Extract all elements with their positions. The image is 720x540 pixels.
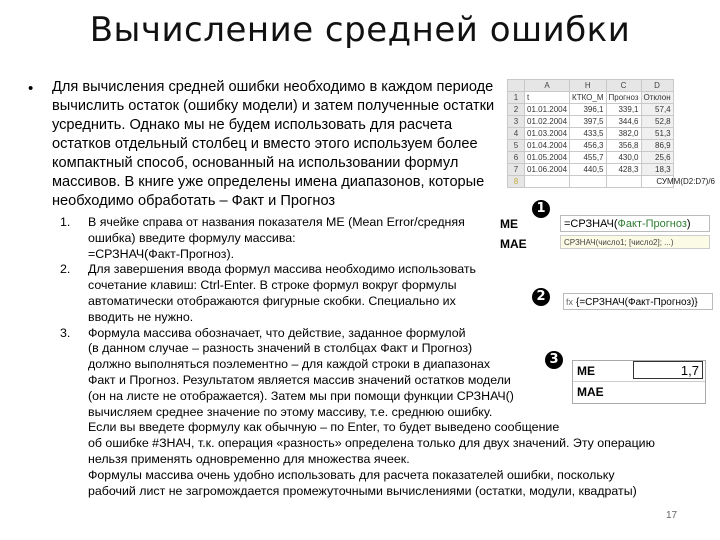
table-row	[508, 152, 674, 164]
list-line: рабочий лист не загромождается промежуточными вычислениями (остатки, модули, квадраты)	[88, 483, 637, 498]
table-cell	[525, 176, 570, 188]
table-cell: 01.05.2004	[525, 152, 570, 164]
column-header: C	[606, 80, 641, 92]
table-cell: Прогноз	[606, 92, 641, 104]
list-number: 1.	[60, 215, 71, 229]
table-cell	[570, 176, 606, 188]
page-number: 17	[666, 510, 678, 521]
table-cell: 382,0	[606, 128, 641, 140]
me-label: ME	[500, 217, 518, 231]
table-row	[508, 176, 674, 188]
table-cell: 86,9	[641, 140, 673, 152]
table-cell: t	[525, 92, 570, 104]
column-header: A	[525, 80, 570, 92]
table-cell: 57,4	[641, 104, 673, 116]
table-row	[508, 92, 674, 104]
column-header-row	[508, 80, 674, 92]
table-cell: 433,5	[570, 128, 606, 140]
intro-paragraph	[52, 78, 502, 211]
list-number: 3.	[60, 325, 71, 340]
table-cell: 440,5	[570, 164, 606, 176]
fx-icon: fx	[566, 297, 574, 307]
table-cell: 01.06.2004	[525, 164, 570, 176]
paragraph-line: компактный способ, основанный на использовании формул	[52, 155, 459, 171]
row-number: 5	[508, 140, 525, 152]
table-row	[508, 104, 674, 116]
me-value-cell[interactable]: 1,7	[633, 361, 703, 379]
list-line: должно выполняться поэлементно – для каждой строки в диапазонах	[88, 357, 491, 372]
sheet-footer-formula: СУММ(D2:D7)/6	[656, 177, 715, 186]
table-cell: 51,3	[641, 128, 673, 140]
mae-label: MAE	[500, 237, 527, 251]
paragraph-line: остатков отдельный столбец и вместо этого используем более	[52, 136, 478, 152]
table-cell: 456,3	[570, 140, 606, 152]
list-line: =СРЗНАЧ(Факт-Прогноз).	[88, 246, 235, 261]
paragraph-line: необходимо обработать – Факт и Прогноз	[52, 193, 336, 209]
row-number: 7	[508, 164, 525, 176]
row-number: 1	[508, 92, 525, 104]
table-cell: 01.04.2004	[525, 140, 570, 152]
row-number: 2	[508, 104, 525, 116]
paragraph-line: Для вычисления средней ошибки необходимо в каждом периоде	[52, 79, 494, 95]
list-line: вводить не нужно.	[88, 309, 194, 324]
table-cell: 52,8	[641, 116, 673, 128]
table-cell: КТКО_М	[570, 92, 606, 104]
table-cell	[606, 176, 641, 188]
table-row	[508, 128, 674, 140]
step-badge-2: 2	[532, 288, 550, 306]
table-cell: 455,7	[570, 152, 606, 164]
table-cell: 397,5	[570, 116, 606, 128]
instructions-list	[60, 215, 670, 499]
table-cell: 25,6	[641, 152, 673, 164]
list-line: (он на листе не отображается). Затем мы при помощи функции СРЗНАЧ()	[88, 388, 514, 403]
formula-bar[interactable]	[563, 293, 713, 310]
table-cell: 356,8	[606, 140, 641, 152]
list-line: Формула массива обозначает, что действие, заданное формулой	[88, 325, 466, 340]
step-badge-1: 1	[532, 200, 550, 218]
table-cell: 344,6	[606, 116, 641, 128]
row-number: 8	[508, 176, 525, 188]
list-line: Если вы введете формулу как обычную – по Enter, то будет выведено сообщение	[88, 420, 560, 435]
result-figure	[572, 360, 706, 404]
table-cell: 396,1	[570, 104, 606, 116]
spreadsheet-excerpt	[507, 79, 717, 187]
bullet-marker: •	[28, 80, 34, 97]
table-row	[508, 140, 674, 152]
list-line: Для завершения ввода формул массива необходимо использовать	[88, 262, 476, 277]
table-cell: 339,1	[606, 104, 641, 116]
list-line: Факт и Прогноз. Результатом является массив значений остатков модели	[88, 372, 511, 387]
list-line: (в данном случае – разность значений в столбцах Факт и Прогноз)	[88, 341, 473, 356]
column-header: H	[570, 80, 606, 92]
table-cell: 01.03.2004	[525, 128, 570, 140]
me-row	[573, 361, 705, 382]
mae-row	[573, 382, 705, 402]
me-label: ME	[577, 364, 595, 378]
row-number: 4	[508, 128, 525, 140]
table-cell: 18,3	[641, 164, 673, 176]
column-header	[508, 80, 525, 92]
row-number: 6	[508, 152, 525, 164]
table-cell: Отклон	[641, 92, 673, 104]
step-badge-3: 3	[545, 351, 563, 369]
paragraph-line: массивов. В книге уже определены имена диапазонов, которые	[52, 174, 485, 190]
list-line: ошибка) введите формулу массива:	[88, 230, 296, 245]
function-tooltip: СРЗНАЧ(число1; [число2]; ...)	[560, 235, 710, 249]
formula-cell[interactable]	[560, 215, 710, 232]
row-number: 3	[508, 116, 525, 128]
paragraph-line: усреднить. Однако мы не будем использовать для расчета	[52, 117, 453, 133]
table-cell: 430,0	[606, 152, 641, 164]
table-cell: 01.02.2004	[525, 116, 570, 128]
table-row	[508, 116, 674, 128]
slide-title: Вычисление средней ошибки	[89, 10, 631, 50]
formula-suffix: )	[686, 218, 691, 230]
list-line: Формулы массива очень удобно использовать для расчета показателей ошибки, поскольку	[88, 467, 615, 482]
formula-entry-figure	[500, 215, 712, 257]
mae-label: MAE	[577, 385, 604, 399]
table-cell: 01.01.2004	[525, 104, 570, 116]
list-line: В ячейке справа от названия показателя ME (Mean Error/средняя	[88, 215, 465, 229]
paragraph-line: вычислить остаток (ошибку модели) и затем полученные остатки	[52, 98, 495, 114]
list-line: сочетание клавиш: Ctrl-Enter. В строке формул вокруг формулы	[88, 278, 457, 293]
table-row	[508, 164, 674, 176]
formula-prefix: =СРЗНАЧ(	[564, 218, 618, 230]
list-number: 2.	[60, 262, 71, 277]
column-header: D	[641, 80, 673, 92]
list-line: вычисляем среднее значение по этому массиву, т.е. среднюю ошибку.	[88, 404, 493, 419]
formula-argument: Факт-Прогноз	[617, 218, 687, 230]
table-cell: 428,3	[606, 164, 641, 176]
list-line: автоматически отображаются фигурные скобки. Специально их	[88, 293, 456, 308]
array-formula-text: {=СРЗНАЧ(Факт-Прогноз)}	[576, 297, 698, 308]
list-item	[60, 326, 670, 500]
list-line: об ошибке #ЗНАЧ, т.к. операция «разность» определена только для двух значений. Эту операцию	[88, 436, 655, 451]
list-line: нельзя применять одновременно для множества ячеек.	[88, 451, 410, 466]
